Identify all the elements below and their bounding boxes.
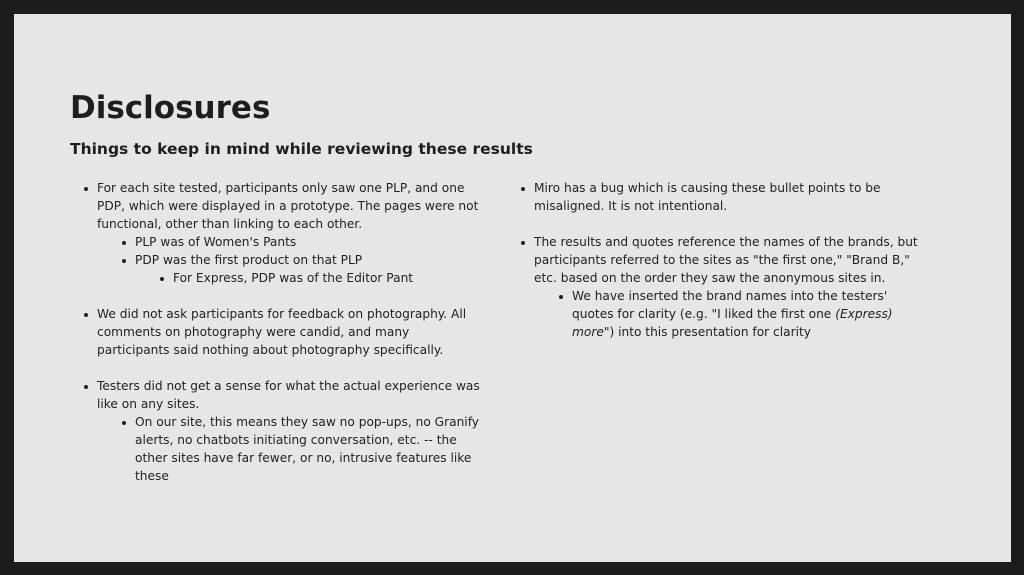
bullet-icon — [160, 277, 164, 281]
list-item: PDP was the first product on that PLP — [82, 251, 482, 269]
spacer — [519, 215, 929, 233]
left-column — [82, 179, 482, 485]
list-item: The results and quotes reference the names of the brands, but participants referred to the sites as "the first one," "Brand B," etc. based on the order they saw the anonymous sites in. — [519, 233, 929, 287]
spacer — [82, 359, 482, 377]
list-item: For Express, PDP was of the Editor Pant — [82, 269, 482, 287]
right-column — [519, 179, 929, 341]
bullet-icon — [122, 259, 126, 263]
bullet-icon — [521, 241, 525, 245]
page-title: Disclosures — [70, 90, 271, 126]
list-item: Miro has a bug which is causing these bullet points to be misaligned. It is not intentional. — [519, 179, 929, 215]
bullet-icon — [521, 187, 525, 191]
list-item: For each site tested, participants only saw one PLP, and one PDP, which were displayed in a prototype. The pages were not functional, other than linking to each other. — [82, 179, 482, 233]
list-item: We have inserted the brand names into the testers' quotes for clarity (e.g. "I liked the first one (Express) more") into this presentation for clarity — [519, 287, 929, 341]
slide — [14, 14, 1011, 562]
list-item: On our site, this means they saw no pop-ups, no Granify alerts, no chatbots initiating conversation, etc. -- the other sites have far fewer, or no, intrusive features like these — [82, 413, 482, 485]
bullet-icon — [84, 385, 88, 389]
bullet-icon — [122, 421, 126, 425]
bullet-icon — [84, 313, 88, 317]
list-item: PLP was of Women's Pants — [82, 233, 482, 251]
bullet-icon — [559, 295, 563, 299]
bullet-icon — [122, 241, 126, 245]
page-subtitle: Things to keep in mind while reviewing these results — [70, 140, 533, 158]
list-item: Testers did not get a sense for what the actual experience was like on any sites. — [82, 377, 482, 413]
list-item: We did not ask participants for feedback on photography. All comments on photography were candid, and many participants said nothing about photography specifically. — [82, 305, 482, 359]
spacer — [82, 287, 482, 305]
bullet-icon — [84, 187, 88, 191]
